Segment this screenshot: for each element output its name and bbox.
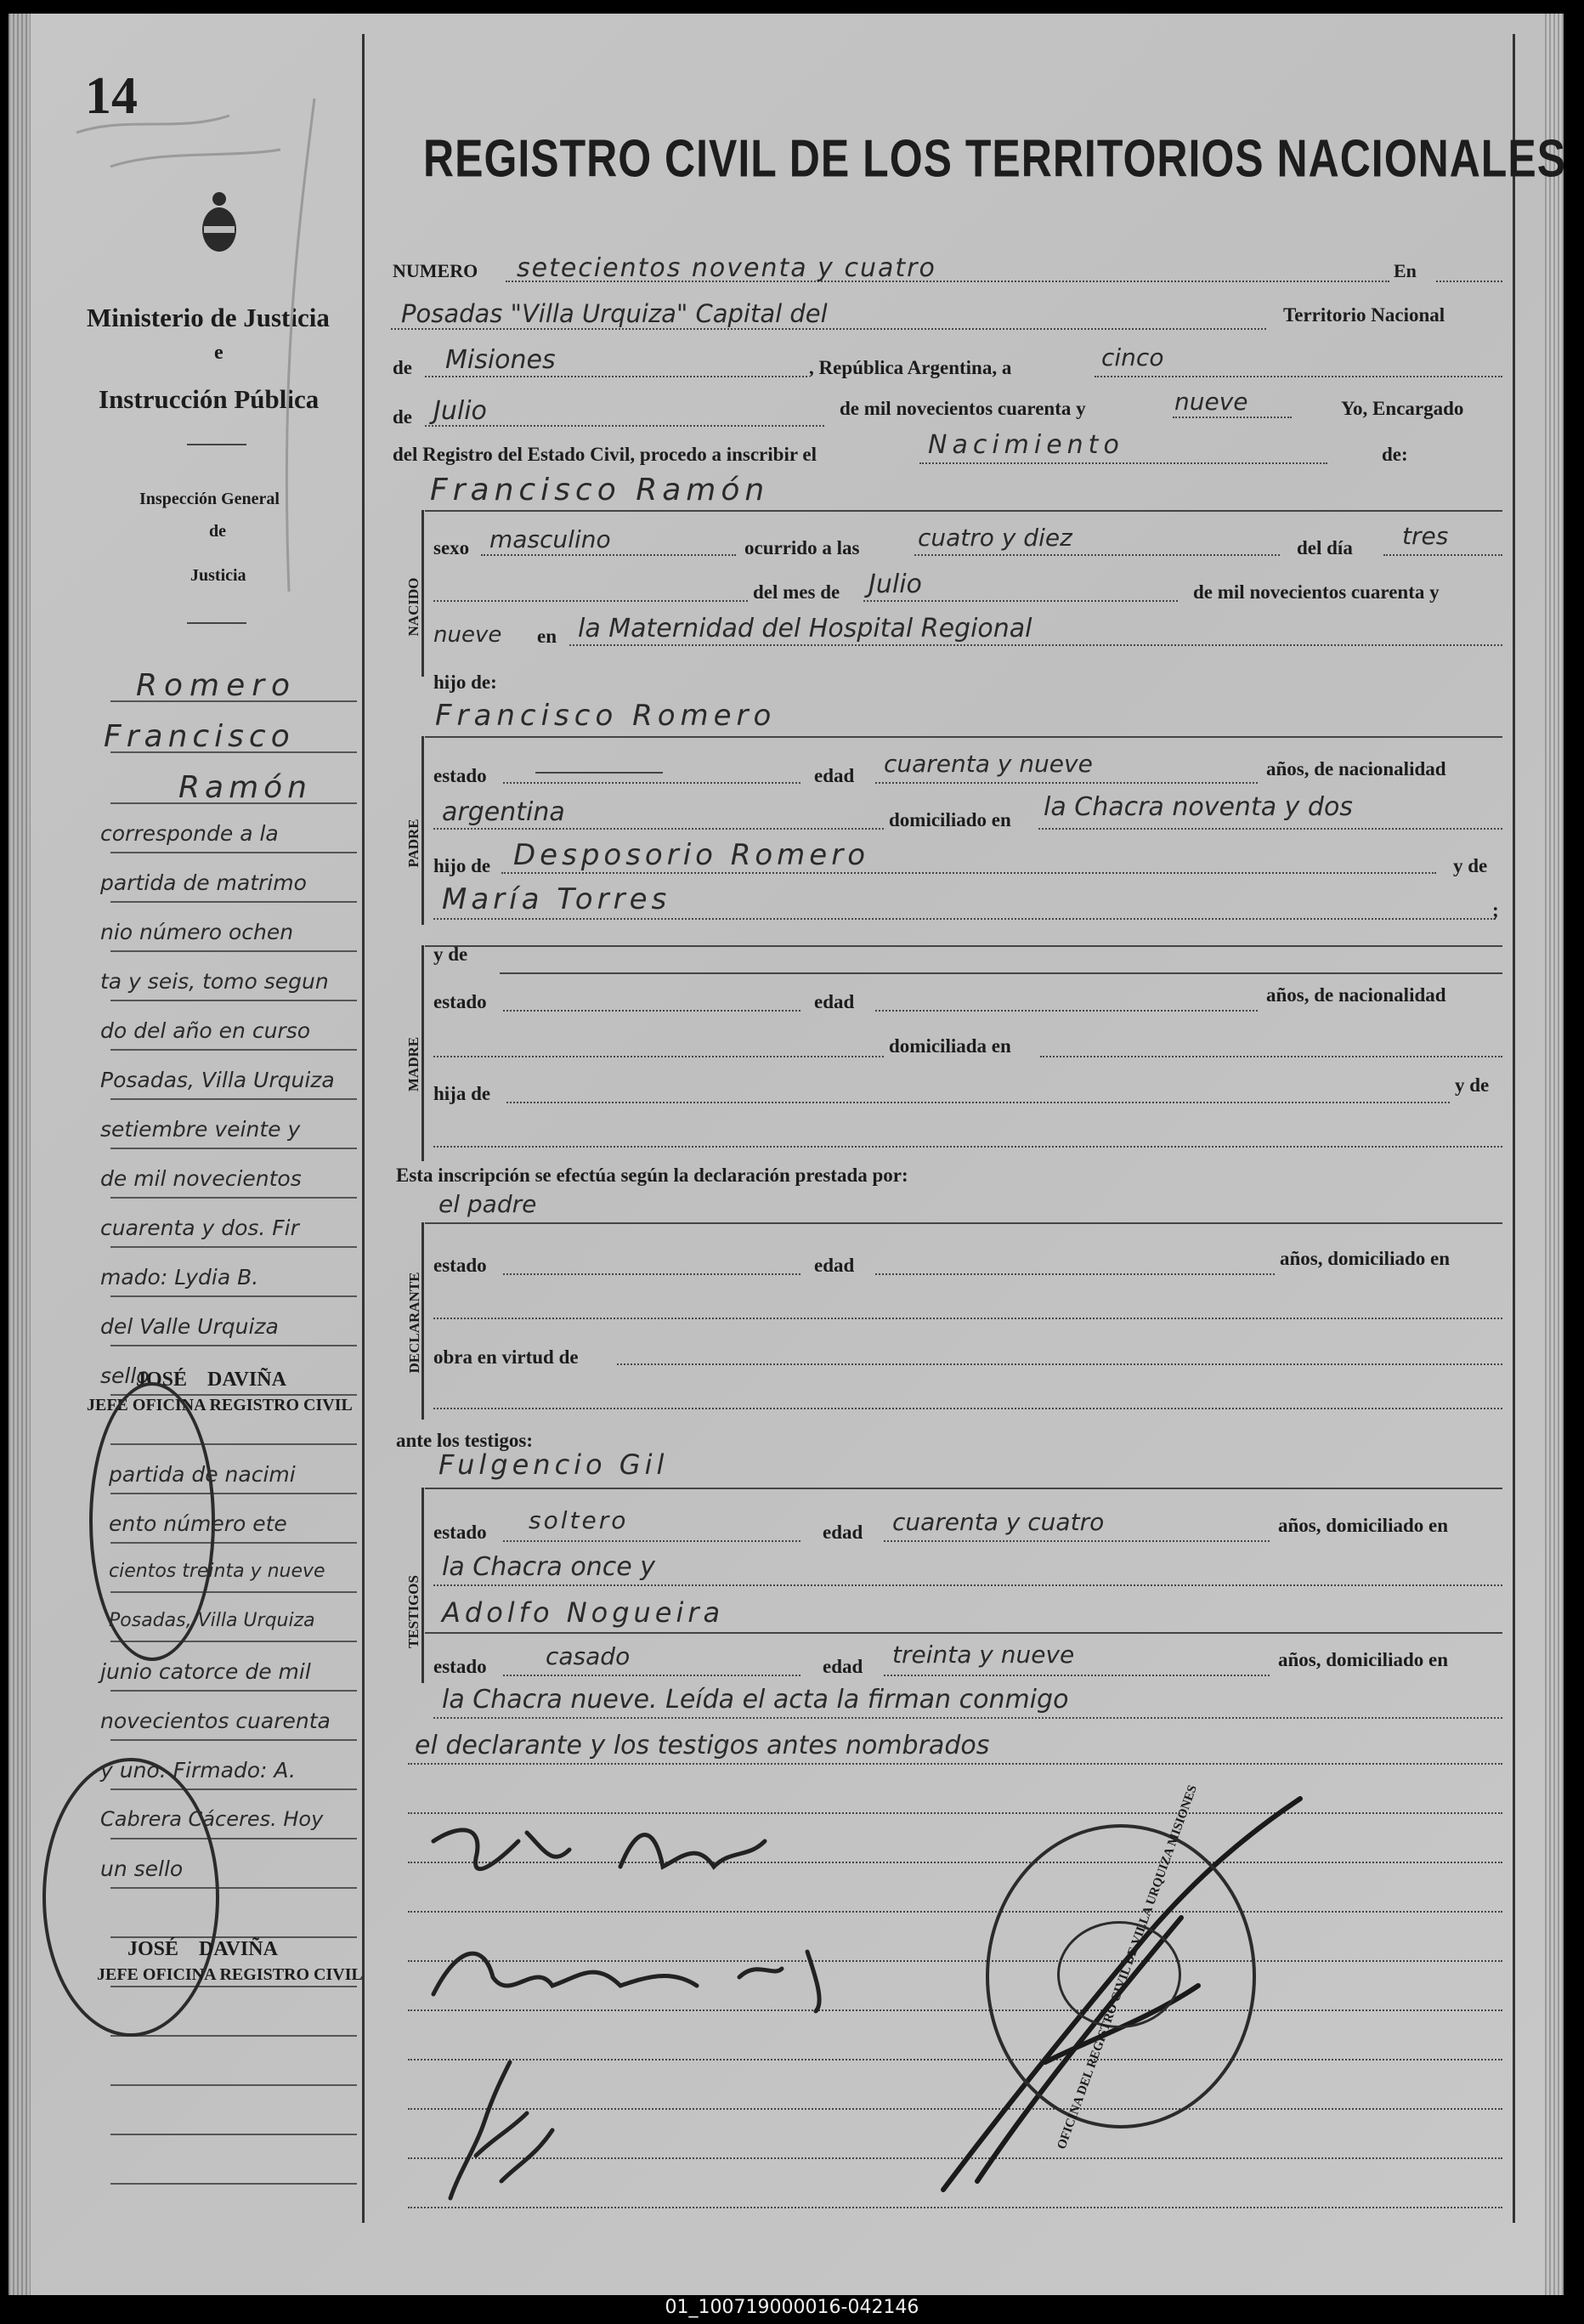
margin-note-line: Cabrera Cáceres. Hoy: [100, 1807, 324, 1831]
margin-note-line: setiembre veinte y: [100, 1117, 301, 1142]
register-page: [8, 14, 1567, 2319]
encargado-label: Yo, Encargado: [1341, 398, 1464, 419]
madre-anios-label: años, de nacionalidad: [1266, 984, 1446, 1006]
pencil-marks: [59, 65, 365, 609]
testigo2-signature: [425, 2045, 595, 2207]
act-type-line: [919, 462, 1327, 464]
testigo1-estado-line: [503, 1540, 800, 1542]
de-label-2: de: [393, 406, 412, 428]
declarante-obra-line: [617, 1363, 1502, 1365]
madre-y-de-label-2: y de: [1455, 1074, 1490, 1096]
margin-note-line: cientos treinta y nueve: [109, 1561, 325, 1582]
en-line: [1436, 281, 1502, 282]
closing-line: [408, 1763, 1502, 1765]
padre-padre-value: Desposorio Romero: [513, 838, 869, 872]
right-border: [1513, 34, 1515, 2223]
sexo-label: sexo: [433, 537, 470, 558]
testigo1-estado-label: estado: [433, 1522, 487, 1543]
territory-value: Misiones: [445, 345, 556, 375]
margin-note-line: novecientos cuarenta: [100, 1709, 331, 1733]
padre-y-de-label: y de: [1453, 855, 1488, 876]
testigo1-edad: cuarenta y cuatro: [892, 1508, 1105, 1536]
margin-given2: Ramón: [178, 770, 312, 805]
margin-surname: Romero: [136, 668, 297, 703]
margin-note-line: de mil novecientos: [100, 1166, 302, 1191]
margin-stamp-office: JEFE OFICINA REGISTRO CIVIL: [87, 1396, 353, 1414]
inspection-line3: Justicia: [190, 566, 246, 585]
padre-madre-line: [433, 918, 1496, 920]
declarante-extra-line: [433, 1408, 1502, 1409]
testigo2-estado: casado: [546, 1642, 631, 1670]
padre-domicilio-value: la Chacra noventa y dos: [1044, 792, 1353, 822]
padre-estado-label: estado: [433, 765, 487, 786]
en-label-nacido: en: [537, 626, 557, 647]
testigo1-domicilio-line: [433, 1584, 1502, 1586]
margin-round-stamp: [89, 1382, 215, 1661]
declarante-estado-line: [503, 1273, 800, 1275]
dia-line: [1383, 554, 1502, 556]
place-line: [391, 328, 1266, 330]
declarante-estado-label: estado: [433, 1255, 487, 1276]
madre-estado-label: estado: [433, 991, 487, 1012]
madre-edad-line: [875, 1010, 1258, 1012]
margin-note-line: partida de matrimo: [100, 870, 307, 895]
declarante-signature: [425, 1807, 833, 1901]
padre-madre-value: María Torres: [442, 882, 671, 916]
madre-y-de-label: y de: [433, 944, 468, 965]
territory-line: [425, 376, 807, 377]
hijo-label: hijo de:: [433, 672, 497, 693]
declarante-edad-line: [875, 1273, 1275, 1275]
ministry-line2: e: [214, 342, 223, 364]
margin-stamp-office-bottom: JEFE OFICINA REGISTRO CIVIL: [97, 1965, 363, 1984]
testigo1-estado: soltero: [529, 1506, 629, 1534]
margin-stamp-name-bottom: JOSÉ DAVIÑA: [127, 1938, 278, 1960]
declarante-edad-label: edad: [814, 1255, 855, 1276]
padre-nacionalidad-value: argentina: [442, 797, 565, 827]
testigo1-name-rule: [425, 1488, 1502, 1489]
mes-line: [863, 600, 1178, 602]
mes-label: del mes de: [753, 581, 840, 603]
testigos-closing: el declarante y los testigos antes nombrados: [415, 1731, 990, 1760]
madre-domicilio-line: [1040, 1056, 1502, 1057]
testigo2-edad-line: [884, 1675, 1270, 1676]
lugar-line: [569, 644, 1502, 646]
pre-mes-line: [433, 600, 748, 602]
official-seal-text: OFICINA DEL REGISTRO CIVIL DE VILLA URQUIZA MISIONES: [1055, 1783, 1200, 2151]
padre-nombre-rule: [425, 736, 1502, 738]
ocurrido-label: ocurrido a las: [744, 537, 860, 558]
place-value: Posadas "Villa Urquiza" Capital del: [401, 299, 828, 328]
territorio-label: Territorio Nacional: [1283, 304, 1445, 326]
en-label: En: [1394, 260, 1417, 281]
republica-label: , República Argentina, a: [809, 357, 1012, 378]
madre-madre-line: [433, 1146, 1502, 1148]
madre-name-rule: [500, 972, 1502, 974]
declarante-name-rule: [425, 1222, 1502, 1224]
declarante-obra-label: obra en virtud de: [433, 1346, 579, 1368]
testigo1-domicilio: la Chacra once y: [442, 1552, 655, 1582]
margin-note-line: ta y seis, tomo segun: [100, 969, 329, 994]
padre-anios-label: años, de nacionalidad: [1266, 758, 1446, 779]
del-dia-label: del día: [1297, 537, 1353, 558]
margin-note-line: Posadas, Villa Urquiza: [109, 1610, 315, 1631]
de-label: de: [393, 357, 412, 378]
margin-note-line: sello: [100, 1363, 150, 1388]
testigos-intro: ante los testigos:: [396, 1430, 533, 1451]
dia-value: tres: [1402, 522, 1449, 550]
padre-padre-line: [501, 872, 1436, 874]
padre-section-label: PADRE: [405, 819, 421, 868]
nacido-section-label: NACIDO: [405, 577, 421, 637]
declarante-section-label: DECLARANTE: [406, 1272, 422, 1374]
numero-value: setecientos noventa y cuatro: [517, 253, 936, 283]
margin-note-line: del Valle Urquiza: [100, 1314, 279, 1339]
day-value: cinco: [1101, 343, 1164, 371]
testigo1-edad-label: edad: [823, 1522, 863, 1543]
page-right-edge: [1545, 14, 1564, 2319]
testigo2-estado-line: [503, 1675, 800, 1676]
day-line: [1095, 376, 1502, 377]
inspection-line1: Inspección General: [139, 490, 280, 508]
padre-estado-value-dash: [535, 772, 663, 774]
padre-edad-line: [875, 782, 1258, 784]
padre-estado-line: [503, 782, 800, 784]
year-value: nueve: [1174, 388, 1248, 416]
madre-estado-line: [503, 1010, 800, 1012]
year-label: de mil novecientos cuarenta y: [840, 398, 1086, 419]
madre-edad-label: edad: [814, 991, 855, 1012]
child-name: Francisco Ramón: [430, 473, 770, 507]
declarante-nombre: el padre: [438, 1190, 537, 1218]
declarante-intro: Esta inscripción se efectúa según la declaración prestada por:: [396, 1165, 908, 1186]
testigo1-nombre: Fulgencio Gil: [438, 1448, 669, 1481]
mes-value: Julio: [868, 570, 922, 599]
sexo-value: masculino: [489, 525, 611, 553]
de-label-3: de:: [1382, 444, 1408, 465]
margin-round-stamp-lower: [42, 1758, 219, 2037]
margin-note-line: junio catorce de mil: [100, 1659, 311, 1684]
act-type-value: Nacimiento: [928, 430, 1124, 460]
ministry-line3: Instrucción Pública: [99, 384, 320, 414]
margin-note-line: nio número ochen: [100, 920, 294, 944]
image-id-caption: 01_100719000016-042146: [665, 2297, 919, 2318]
anio-label: de mil novecientos cuarenta y: [1193, 581, 1440, 603]
margin-note-line: y uno. Firmado: A.: [100, 1758, 296, 1783]
madre-top-rule: [425, 945, 1502, 947]
testigo2-nombre: Adolfo Nogueira: [442, 1596, 725, 1629]
madre-padre-line: [506, 1102, 1450, 1103]
margin-given1: Francisco: [104, 719, 295, 754]
hora-line: [914, 554, 1280, 556]
padre-domiciliado-label: domiciliado en: [889, 809, 1011, 830]
year-line: [1173, 417, 1292, 418]
anio-value: nueve: [433, 622, 502, 648]
testigo2-name-rule: [425, 1632, 1502, 1634]
testigo2-edad-label: edad: [823, 1656, 863, 1677]
madre-domiciliada-label: domiciliada en: [889, 1035, 1011, 1057]
folio-number: 14: [85, 67, 138, 125]
padre-nacionalidad-line: [433, 828, 884, 830]
padre-nombre: Francisco Romero: [435, 699, 777, 733]
madre-nacionalidad-line: [433, 1056, 884, 1057]
margin-stamp-name: JOSÉ DAVIÑA: [136, 1369, 286, 1391]
child-name-rule: [425, 510, 1502, 512]
registro-label: del Registro del Estado Civil, procedo a inscribir el: [393, 444, 817, 465]
inspection-line2: de: [209, 522, 226, 541]
testigos-section-label: TESTIGOS: [405, 1575, 421, 1648]
padre-domicilio-line: [1038, 828, 1502, 830]
madre-hija-label: hija de: [433, 1083, 491, 1104]
testigo2-edad: treinta y nueve: [892, 1641, 1075, 1669]
register-title: REGISTRO CIVIL DE LOS TERRITORIOS NACIONALES: [423, 128, 1567, 189]
declarante-domicilio-line: [433, 1318, 1502, 1319]
testigo2-domicilio-line: [433, 1717, 1502, 1719]
testigo1-signature: [416, 1926, 858, 2020]
ministry-line1: Ministerio de Justicia: [87, 303, 330, 332]
margin-note-line: un sello: [100, 1856, 184, 1881]
testigo1-edad-line: [884, 1540, 1270, 1542]
padre-edad-label: edad: [814, 765, 855, 786]
hora-value: cuatro y diez: [918, 524, 1072, 552]
declarante-anios-label: años, domiciliado en: [1280, 1248, 1451, 1269]
testigo2-estado-label: estado: [433, 1656, 487, 1677]
testigo2-domicilio: la Chacra nueve. Leída el acta la firman conmigo: [442, 1685, 1069, 1715]
margin-note-line: Posadas, Villa Urquiza: [100, 1068, 335, 1092]
madre-section-label: MADRE: [405, 1036, 421, 1092]
margin-note-line: do del año en curso: [100, 1018, 311, 1043]
testigo2-anios-label: años, domiciliado en: [1278, 1649, 1449, 1670]
padre-end: ;: [1492, 899, 1499, 921]
margin-note-line: mado: Lydia B.: [100, 1265, 259, 1290]
margin-note-line: partida de nacimi: [109, 1462, 296, 1487]
month-value: Julio: [433, 396, 487, 426]
padre-hijo-label: hijo de: [433, 855, 491, 876]
inspection-rule: [187, 622, 246, 624]
numero-label: NUMERO: [393, 260, 478, 281]
margin-note-line: ento número ete: [109, 1511, 287, 1536]
sexo-line: [481, 554, 736, 556]
margin-note-line: corresponde a la: [100, 821, 279, 846]
padre-edad-value: cuarenta y nueve: [884, 750, 1093, 778]
lugar-value: la Maternidad del Hospital Regional: [578, 614, 1032, 643]
margin-note-line: cuarenta y dos. Fir: [100, 1216, 299, 1240]
page-edge: [8, 14, 31, 2319]
testigo1-anios-label: años, domiciliado en: [1278, 1515, 1449, 1536]
